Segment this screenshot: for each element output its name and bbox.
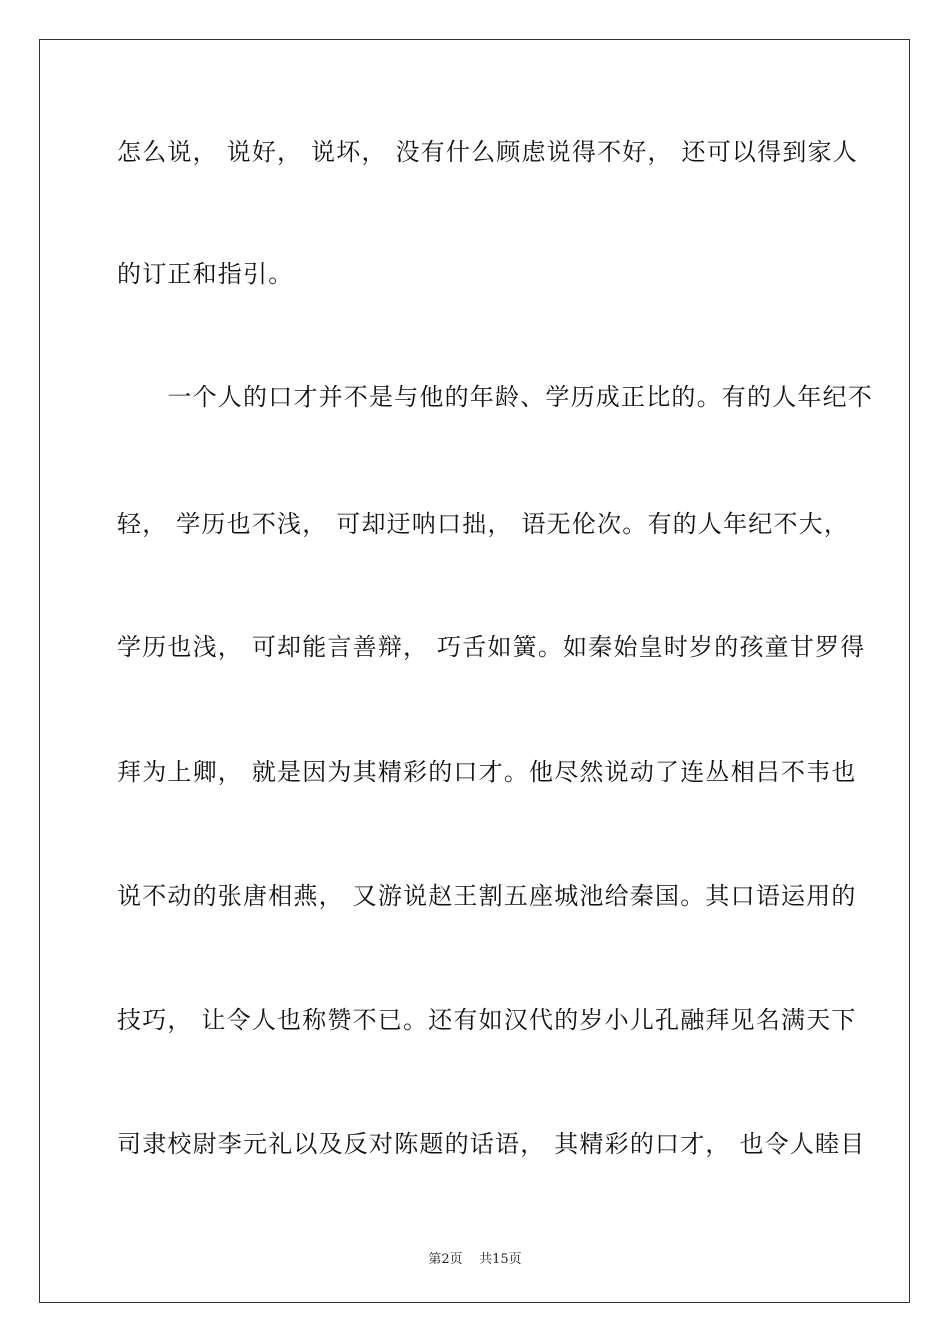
page-number-footer: 第2页 共15页 — [428, 1252, 522, 1267]
text-line-7: 说不动的张唐相燕， 又游说赵王割五座城池给秦国。其口语运用的 — [117, 882, 857, 910]
text-line-4: 轻， 学历也不浅， 可却迂呐口拙， 语无伦次。有的人年纪不大， — [117, 510, 850, 538]
text-line-6: 拜为上卿， 就是因为其精彩的口才。他尽然说动了连丛相吕不韦也 — [117, 758, 857, 786]
text-line-5: 学历也浅， 可却能言善辩， 巧舌如簧。如秦始皇时岁的孩童甘罗得 — [117, 633, 866, 661]
page-frame — [39, 39, 910, 1303]
text-line-2: 的订正和指引。 — [117, 260, 294, 288]
text-line-3: 一个人的口才并不是与他的年龄、学历成正比的。有的人年纪不 — [117, 383, 873, 411]
text-line-9: 司隶校尉李元礼以及反对陈题的话语， 其精彩的口才， 也令人睦目 — [117, 1130, 866, 1158]
text-line-8: 技巧， 让令人也称赞不已。还有如汉代的岁小儿孔融拜见名满天下 — [117, 1006, 857, 1034]
text-line-1: 怎么说， 说好， 说坏， 没有什么顾虑说得不好， 还可以得到家人 — [117, 138, 858, 166]
